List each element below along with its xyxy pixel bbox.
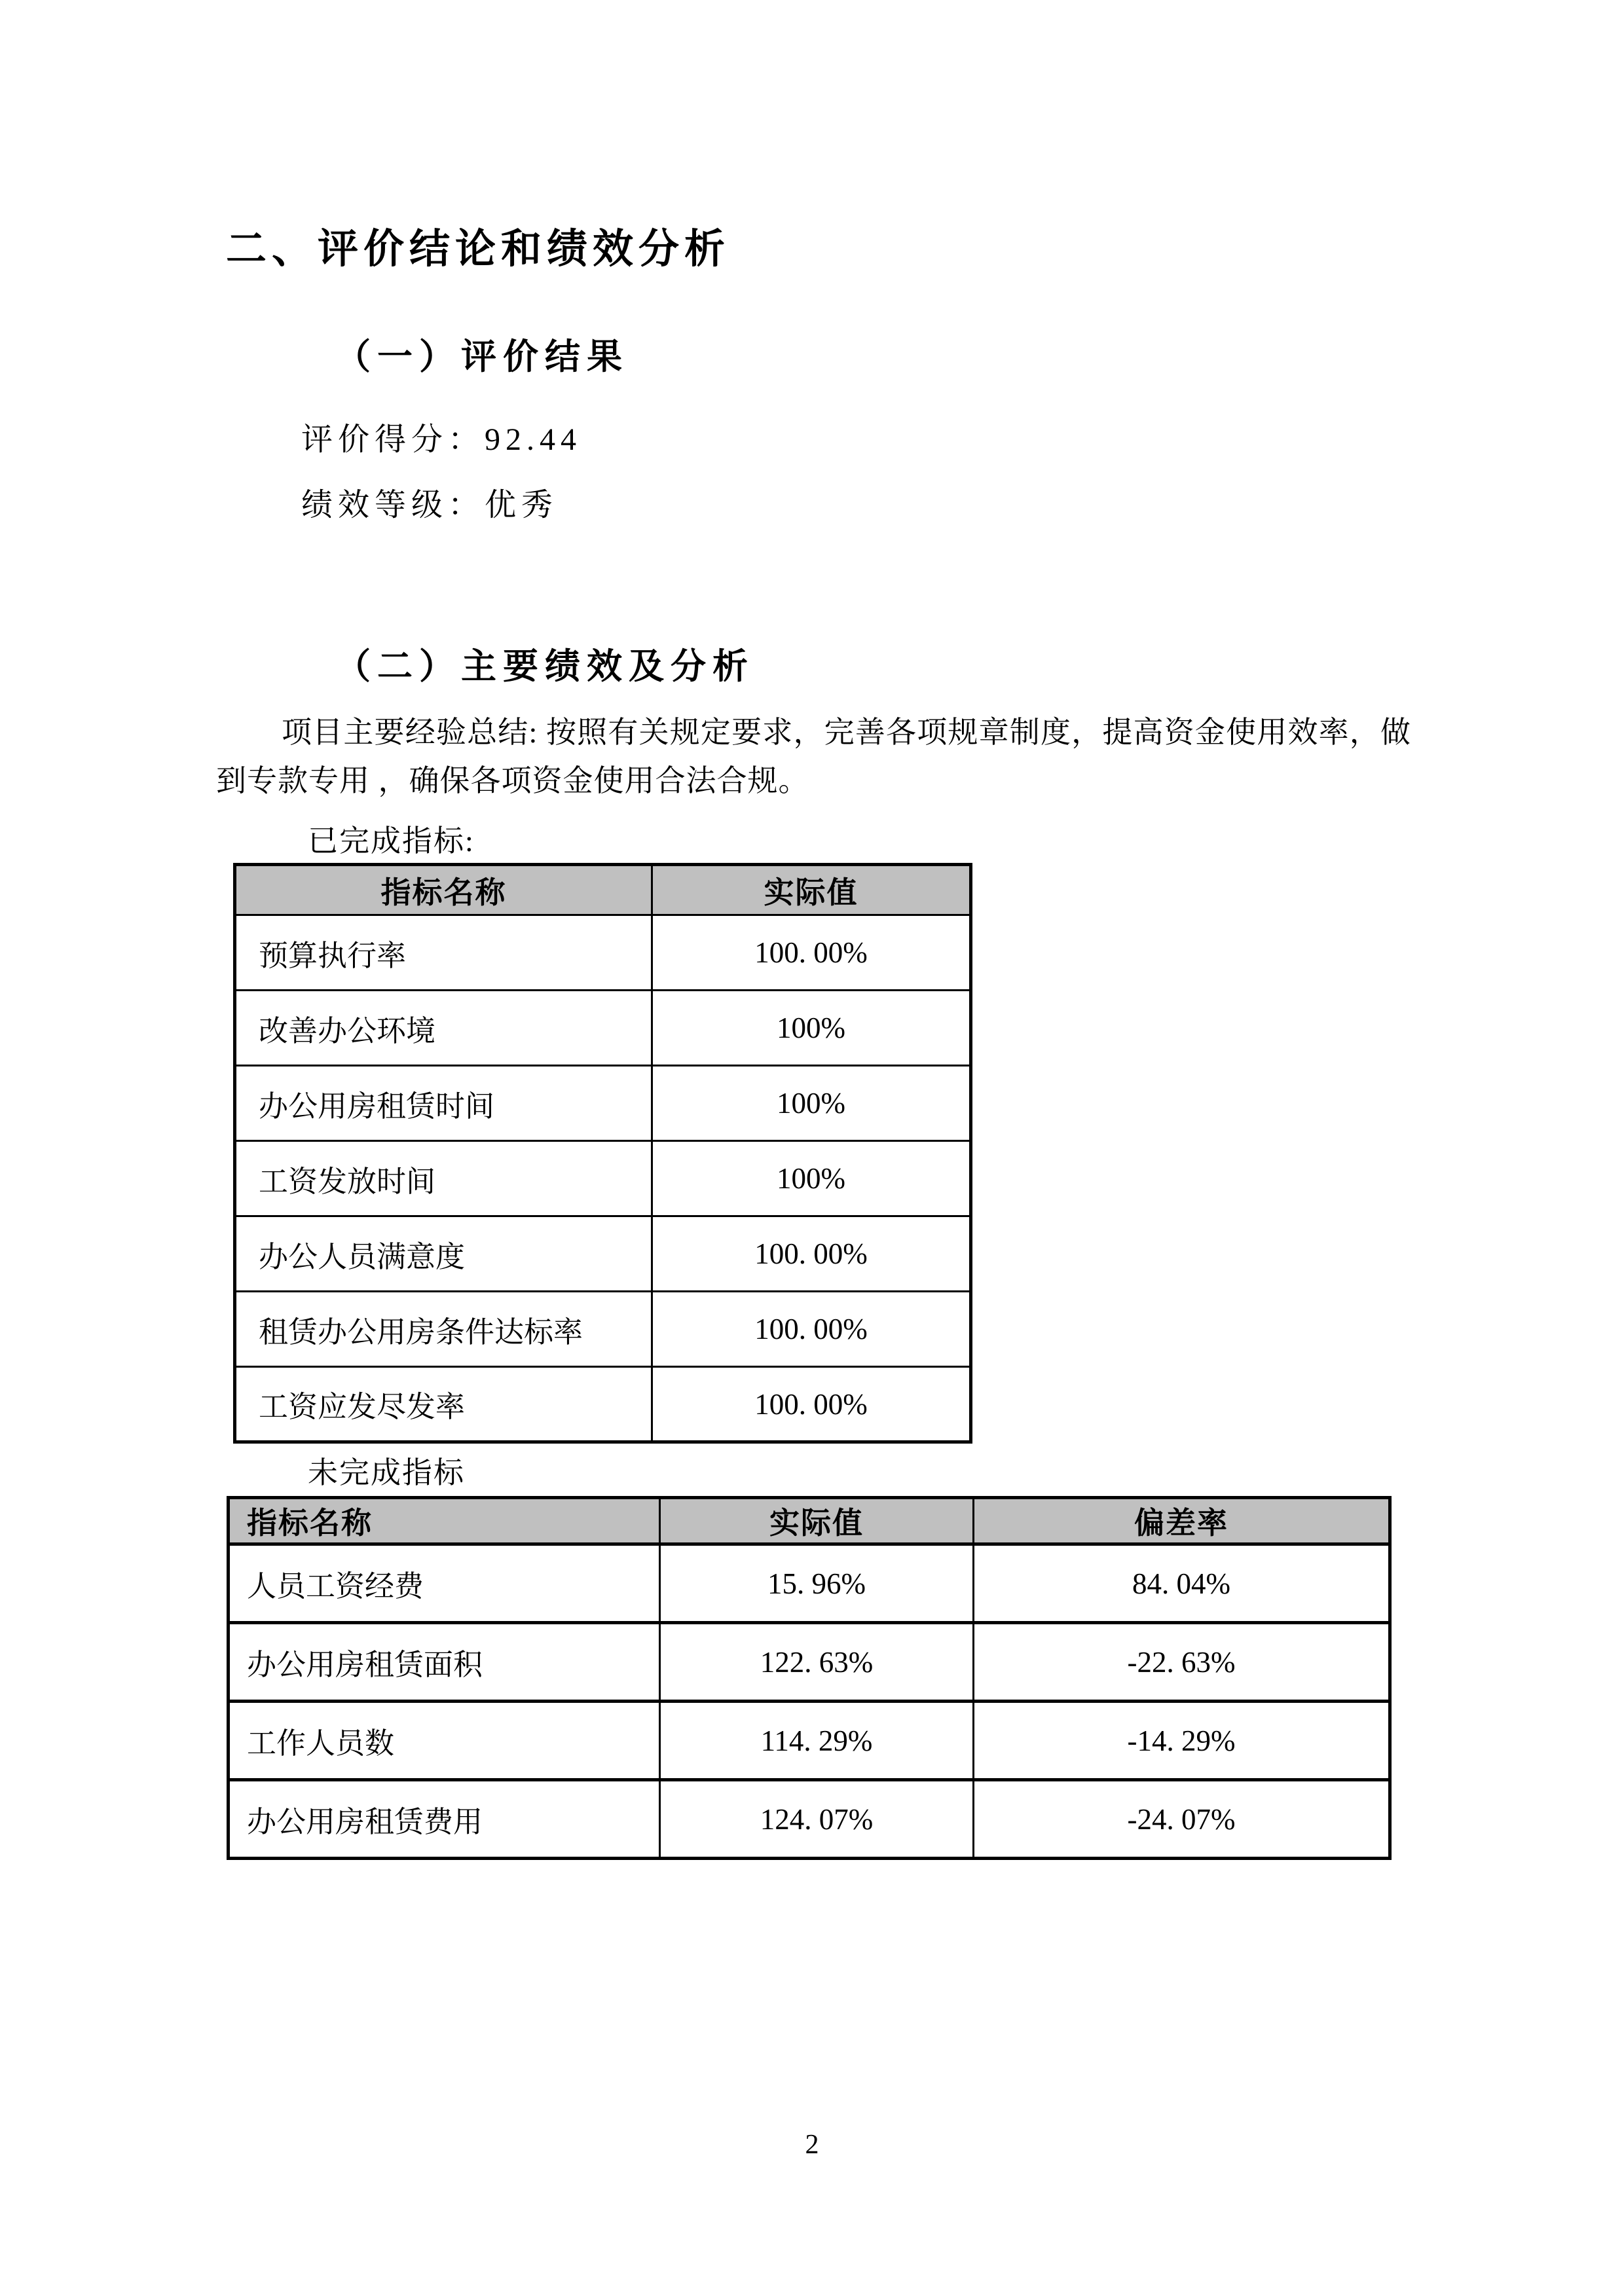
section-heading-performance-analysis: （二）主要绩效及分析 (335, 647, 754, 686)
column-header: 指标名称 (235, 865, 652, 915)
table-row (229, 1544, 1390, 1623)
indicator-value-cell: 122. 63% (660, 1623, 974, 1702)
indicator-name-cell: 工作人员数 (229, 1702, 660, 1780)
indicator-value-cell: -22. 63% (974, 1623, 1390, 1702)
uncompleted-indicators-label: 未完成指标 (308, 1456, 465, 1489)
table-row (235, 1066, 971, 1141)
page-number: 2 (805, 2130, 819, 2160)
indicator-name-cell: 租赁办公用房条件达标率 (235, 1292, 652, 1367)
indicator-name-cell: 改善办公环境 (235, 991, 652, 1066)
column-header: 实际值 (660, 1498, 974, 1544)
section-heading-evaluation-result: （一）评价结果 (335, 337, 629, 376)
main-heading: 二、评价结论和绩效分析 (226, 227, 731, 272)
table-row (235, 991, 971, 1066)
table-row (235, 1216, 971, 1292)
indicator-name-cell: 办公用房租赁费用 (229, 1780, 660, 1859)
grade-line (301, 479, 558, 524)
score-value: 92.44 (485, 422, 582, 457)
uncompleted-indicators-table (227, 1496, 1392, 1860)
completed-indicators-label: 已完成指标: (308, 824, 475, 858)
indicator-name-cell: 预算执行率 (235, 915, 652, 991)
indicator-value-cell: 84. 04% (974, 1544, 1390, 1623)
indicator-name-cell: 办公用房租赁时间 (235, 1066, 652, 1141)
indicator-value-cell: 15. 96% (660, 1544, 974, 1623)
indicator-value-cell: 100% (652, 991, 971, 1066)
indicator-value-cell: 100. 00% (652, 915, 971, 991)
grade-label: 绩效等级： (301, 488, 485, 522)
column-header: 指标名称 (229, 1498, 660, 1544)
indicator-name-cell: 人员工资经费 (229, 1544, 660, 1623)
score-label: 评价得分： (301, 422, 485, 457)
indicator-value-cell: 100. 00% (652, 1216, 971, 1292)
indicator-name-cell: 工资应发尽发率 (235, 1367, 652, 1442)
table-row (235, 1367, 971, 1442)
indicator-value-cell: 100% (652, 1141, 971, 1216)
table-row (229, 1623, 1390, 1702)
table-row (235, 1141, 971, 1216)
table-row (229, 1702, 1390, 1780)
header-row (235, 865, 971, 915)
indicator-value-cell: 100. 00% (652, 1367, 971, 1442)
indicator-name-cell: 办公用房租赁面积 (229, 1623, 660, 1702)
table-row (235, 915, 971, 991)
summary-paragraph: 项目主要经验总结: 按照有关规定要求，完善各项规章制度，提高资金使用效率，做到专款专用 ，确保各项资金使用合法合规。 (216, 716, 1411, 797)
table-row (235, 1292, 971, 1367)
indicator-value-cell: 100. 00% (652, 1292, 971, 1367)
column-header: 偏差率 (974, 1498, 1390, 1544)
indicator-value-cell: -14. 29% (974, 1702, 1390, 1780)
table-row (229, 1780, 1390, 1859)
completed-indicators-table (233, 863, 972, 1444)
header-row (229, 1498, 1390, 1544)
indicator-name-cell: 工资发放时间 (235, 1141, 652, 1216)
indicator-value-cell: 114. 29% (660, 1702, 974, 1780)
column-header: 实际值 (652, 865, 971, 915)
indicator-value-cell: 100% (652, 1066, 971, 1141)
indicator-value-cell: -24. 07% (974, 1780, 1390, 1859)
indicator-value-cell: 124. 07% (660, 1780, 974, 1859)
grade-value: 优秀 (485, 488, 559, 522)
indicator-name-cell: 办公人员满意度 (235, 1216, 652, 1292)
score-line (301, 414, 581, 459)
